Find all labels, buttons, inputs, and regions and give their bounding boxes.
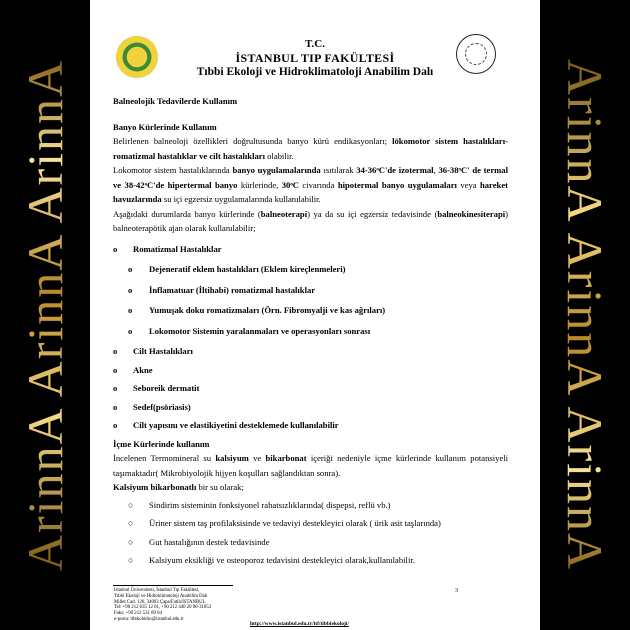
left-watermark-strip [0, 0, 90, 630]
bullet-marker: o [113, 401, 118, 412]
banyo-title: Banyo Kürlerinde Kullanım [113, 121, 217, 132]
banyo-paragraph-2: Lokomotor sistem hastalıklarında banyo uygulamalarında ısıtılarak 34-36ᵒC'de izotermal, 36-38ᵒC' de termal ve 38-42ᵒC'de hipertermal banyo kürlerinde, 30ᵒC civarında hipotermal banyo uygulamaları veya hareket havuzlarında su içi egzersiz uygulamalarında kullanılabilir. [113, 165, 508, 204]
icme-title: İçme Kürlerinde kullanım [113, 438, 210, 449]
bullet-marker: o [128, 264, 133, 274]
bullet-marker: ○ [128, 555, 134, 565]
right-watermark-strip [540, 0, 630, 630]
list-item: o Seboreik dermatit [113, 381, 508, 396]
list-item: o Cilt yapısını ve elastikiyetini desteklemede kullanılabilir [113, 418, 508, 433]
list-item: o Cilt Hastalıkları [113, 344, 508, 359]
footer-address: İstanbul Üniversitesi, İstanbul Tıp Fakültesi, Tıbbi Ekoloji ve Hidroklimatoloji Anabilim Dalı Millet Cad. 126, 34093 Çapa/Fatih/İSTANBUL Tel: +90 212 635 12 01, +90 212 440 20 00-31853 Faks: +90 212 531 89 04 e-posta: itfekohidro@istanbul.edu.tr [114, 588, 212, 622]
header-department: Tıbbi Ekoloji ve Hidroklimatoloji Anabilim Dalı [196, 66, 434, 78]
bullet-marker: o [128, 284, 133, 295]
icme-paragraph-1: İncelenen Termomineral su kalsiyum ve bikarbonat içeriği nedeniyle içme kürlerinde kullanım potansiyeli taşımaktadır( Mikrobiyolojik hijyen koşulları sağlandıktan sonra). [113, 453, 508, 478]
sublist-item: o Yumuşak doku romatizmaları (Örn. Fibromyalji ve kas ağrıları) [113, 303, 508, 318]
footer-divider [113, 585, 233, 586]
bullet-marker: o [128, 305, 133, 315]
right-watermark-text: ArinnA ArinnA ArinnA [557, 58, 613, 572]
icme-list-item: ○ Sindirim sisteminin fonksiyonel rahatsızlıklarında( dispepsi, reflü vb.) [113, 498, 508, 513]
page-number: 3 [455, 588, 458, 594]
icme-list-item: ○ Üriner sistem taş profilaksisinde ve tedaviyi destekleyici olarak ( ürik asit taşlarında) [113, 516, 508, 531]
bullet-marker: o [113, 383, 118, 393]
banyo-paragraph-3: Aşağıdaki durumlarda banyo kürlerinde (balneoterapi) ya da su içi egzersiz tedavisinde (balneokinesiterapi) balneoterapötik ajan olarak kullanılabilir; [113, 208, 508, 233]
sublist-item: o Dejeneratif eklem hastalıkları (Eklem kireçlenmeleri) [113, 262, 508, 277]
sublist-item: o Lokomotor Sistemin yaralanmaları ve operasyonları sonrası [113, 324, 508, 339]
section-title: Balneolojik Tedavilerde Kullanım [113, 96, 238, 106]
document-page [90, 0, 540, 630]
icme-paragraph-2: Kalsiyum bikarbonatlı bir su olarak; [113, 482, 244, 492]
footer-url-link[interactable]: http://www.istanbul.edu.tr/itf/tibbiekoloji/ [250, 621, 349, 627]
bullet-marker: ○ [128, 499, 134, 510]
bullet-marker: o [113, 420, 118, 430]
bullet-marker: o [128, 325, 133, 336]
sublist-item: o İnflamatuar (İltihabi) romatizmal hastalıklar [113, 283, 508, 298]
bullet-marker: o [113, 364, 118, 375]
icme-list-item: ○ Kalsiyum eksikliği ve osteoporoz tedavisini destekleyici olarak,kullanılabilir. [113, 553, 508, 568]
document-content [113, 94, 508, 572]
banyo-paragraph-1: Belirlenen balneoloji özellikleri doğrultusunda banyo kürü endikasyonları; lökomotor sistem hastalıkları-romatizmal hastalıklar ve cilt hastalıkları olabilir. [113, 136, 508, 161]
left-watermark-text: ArinnA ArinnA ArinnA [17, 58, 73, 572]
bullet-marker: ○ [128, 518, 134, 528]
header-faculty: İSTANBUL TIP FAKÜLTESİ [235, 51, 395, 65]
list-item-romatizmal: o Romatizmal Hastalıklar [113, 242, 508, 257]
bullet-marker: o [113, 346, 118, 356]
icme-list-item: ○ Gut hastalığının destek tedavisinde [113, 535, 508, 550]
header-tc: T.C. [305, 38, 325, 50]
bullet-marker: o [113, 243, 118, 254]
list-item: o Akne [113, 363, 508, 378]
bullet-marker: ○ [128, 536, 134, 547]
list-item: o Sedef(psöriasis) [113, 400, 508, 415]
